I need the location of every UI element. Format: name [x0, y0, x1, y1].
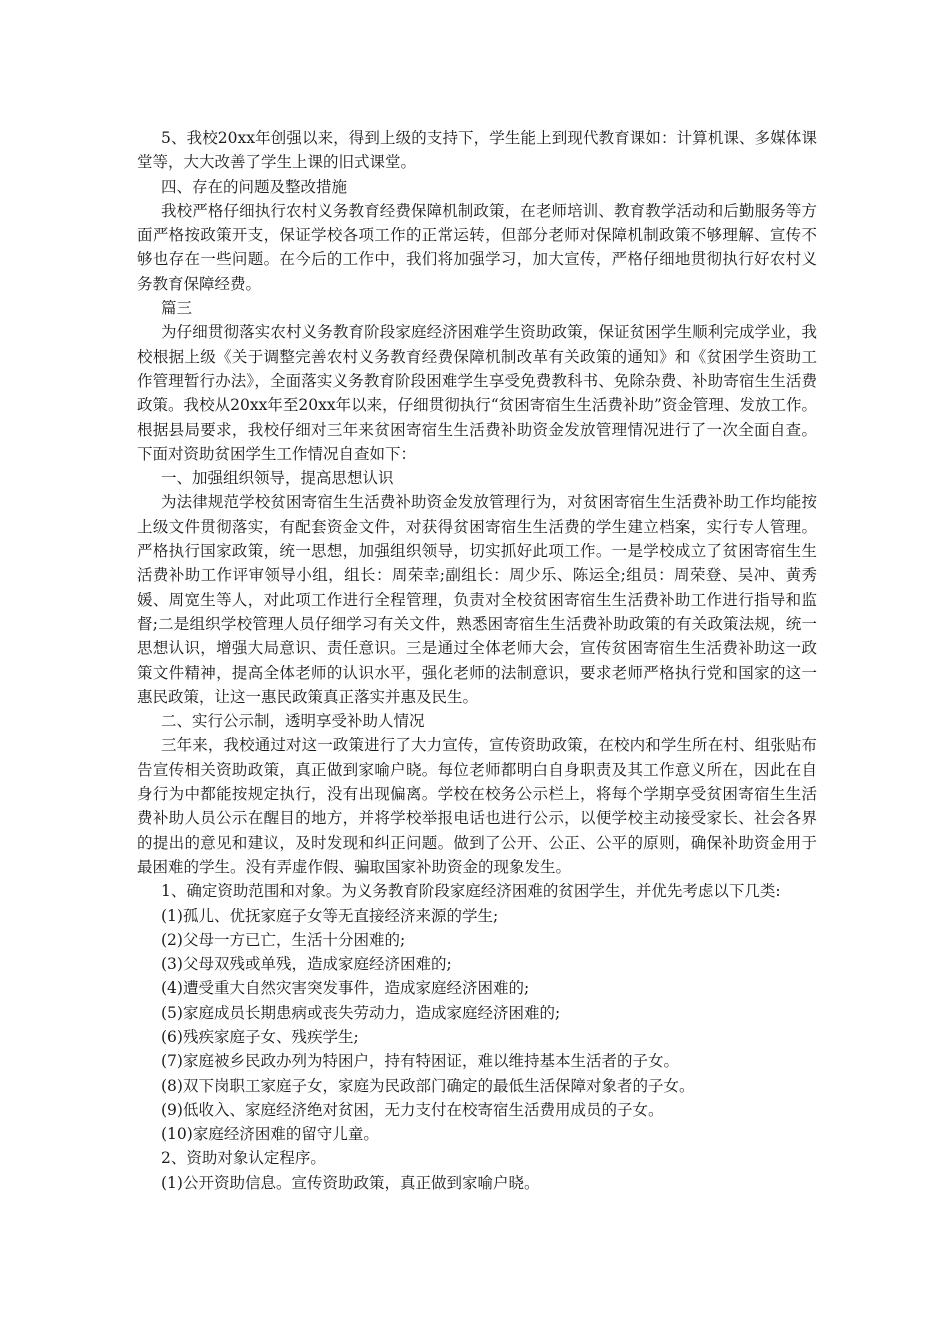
- section-heading: 四、存在的问题及整改措施: [161, 177, 348, 196]
- list-item: (5)家庭成员长期患病或丧失劳动力，造成家庭经济困难的;: [161, 1003, 561, 1022]
- list-item: (9)低收入、家庭经济绝对贫困，无力支付在校寄宿生活费用成员的子女。: [161, 1100, 664, 1119]
- list-item: (6)残疾家庭子女、残疾学生;: [161, 1027, 359, 1046]
- list-heading: 2、资助对象认定程序。: [161, 1149, 326, 1168]
- paragraph: 为法律规范学校贫困寄宿生生活费补助资金发放管理行为，对贫困寄宿生生活费补助工作均能按上级文件贯彻落实，有配套资金文件，对获得贫困寄宿生生活费的学生建立档案，实行专人管理。严格执行国家政策，统一思想，加强组织领导，切实抓好此项工作。一是学校成立了贫困寄宿生生活费补助工作评审领导小组，组长：周荣幸;副组长：周少乐、陈运全;组员：周荣登、吴冲、黄秀媛、周宽生等人，对此项工作进行全程管理，负责对全校贫困寄宿生生活费补助工作进行指导和监督;二是组织学校管理人员仔细学习有关文件，熟悉困寄宿生生活费补助政策的有关政策法规，统一思想认识，增强大局意识、责任意识。三是通过全体老师大会，宣传贫困寄宿生生活费补助这一政策文件精神，提高全体老师的认识水平，强化老师的法制意识，要求老师严格执行党和国家的这一惠民政策，让这一惠民政策真正落实并惠及民生。: [137, 493, 817, 706]
- list-item: (1)公开资助信息。宣传资助政策，真正做到家喻户晓。: [161, 1173, 540, 1192]
- list-item: (2)父母一方已亡，生活十分困难的;: [161, 930, 406, 949]
- document-body: [137, 126, 817, 1195]
- paragraph: 5、我校20xx年创强以来，得到上级的支持下，学生能上到现代教育课如：计算机课、多媒体课堂等，大大改善了学生上课的旧式课堂。: [137, 129, 817, 172]
- list-item: (4)遭受重大自然灾害突发事件，造成家庭经济困难的;: [161, 979, 530, 998]
- part-heading: 篇三: [161, 299, 193, 318]
- list-item: (8)双下岗职工家庭子女，家庭为民政部门确定的最低生活保障对象者的子女。: [161, 1076, 695, 1095]
- section-heading: 二、实行公示制，透明享受补助人情况: [161, 712, 425, 731]
- paragraph: 我校严格仔细执行农村义务教育经费保障机制政策，在老师培训、教育教学活动和后勤服务等方面严格按政策开支，保证学校各项工作的正常运转，但部分老师对保障机制政策不够理解、宣传不够也存在一些问题。在今后的工作中，我们将加强学习，加大宣传，严格仔细地贯彻执行好农村义务教育保障经费。: [137, 201, 817, 293]
- section-heading: 一、加强组织领导，提高思想认识: [161, 469, 394, 488]
- list-heading: 1、确定资助范围和对象。为义务教育阶段家庭经济困难的贫困学生，并优先考虑以下几类:: [161, 882, 781, 901]
- list-item: (7)家庭被乡民政办列为特困户，持有特困证，难以维持基本生活者的子女。: [161, 1052, 679, 1071]
- paragraph: 三年来，我校通过对这一政策进行了大力宣传，宣传资助政策，在校内和学生所在村、组张贴布告宣传相关资助政策，真正做到家喻户晓。每位老师都明白自身职责及其工作意义所在，因此在自身行为中都能按规定执行，没有出现偏离。学校在校务公示栏上，将每个学期享受贫困寄宿生生活费补助人员公示在醒目的地方，并将学校举报电话也进行公示，以便学校主动接受家长、社会各界的提出的意见和建议，及时发现和纠正问题。做到了公开、公正、公平的原则，确保补助资金用于最困难的学生。没有弄虚作假、骗取国家补助资金的现象发生。: [137, 736, 817, 876]
- list-item: (3)父母双残或单残，造成家庭经济困难的;: [161, 955, 452, 974]
- paragraph: 为仔细贯彻落实农村义务教育阶段家庭经济困难学生资助政策，保证贫困学生顺利完成学业，我校根据上级《关于调整完善农村义务教育经费保障机制改革有关政策的通知》和《贫困学生资助工作管理暂行办法》，全面落实义务教育阶段困难学生享受免费教科书、免除杂费、补助寄宿生生活费政策。我校从20xx年至20xx年以来，仔细贯彻执行“贫困寄宿生生活费补助”资金管理、发放工作。根据县局要求，我校仔细对三年来贫困寄宿生生活费补助资金发放管理情况进行了一次全面自查。下面对资助贫困学生工作情况自查如下：: [137, 323, 817, 463]
- list-item: (1)孤儿、优抚家庭子女等无直接经济来源的学生;: [161, 906, 499, 925]
- list-item: (10)家庭经济困难的留守儿童。: [161, 1125, 379, 1144]
